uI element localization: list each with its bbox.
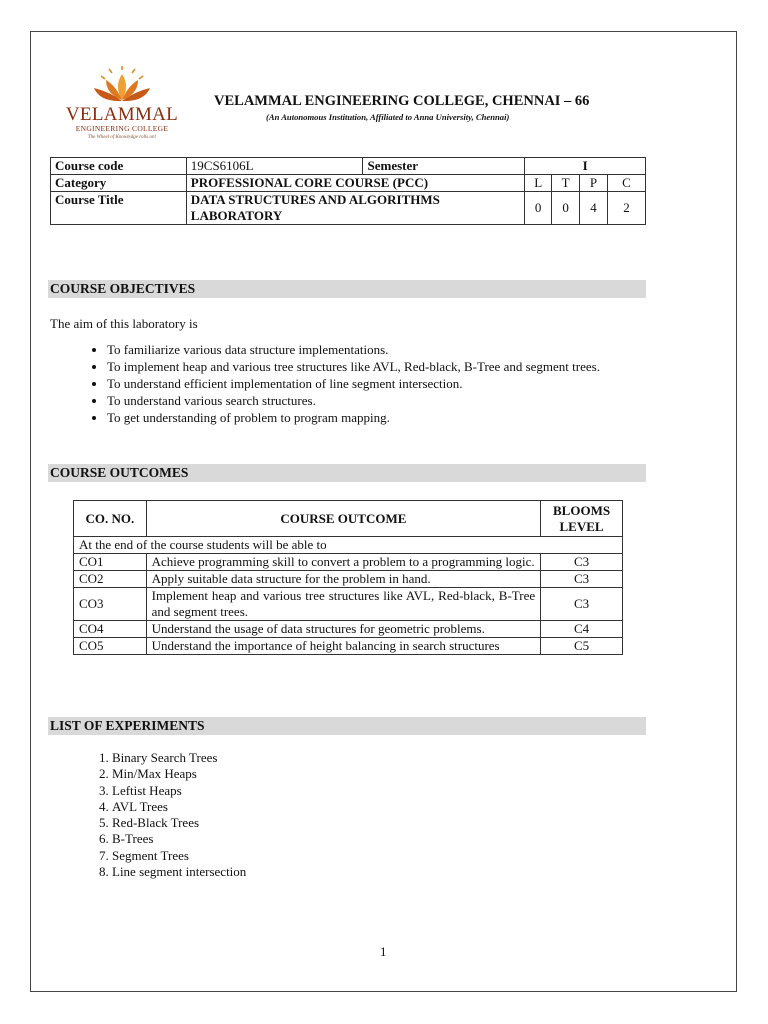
co-text: Implement heap and various tree structures like AVL, Red-black, B-Tree and segment trees. bbox=[146, 588, 541, 621]
list-item: 6. B-Trees bbox=[112, 831, 246, 847]
course-title-line2: LABORATORY bbox=[190, 208, 283, 223]
ltpc-header-t: T bbox=[552, 175, 580, 192]
list-item: 8. Line segment intersection bbox=[112, 864, 246, 880]
list-item: 3. Leftist Heaps bbox=[112, 783, 246, 799]
objective-item: • To familiarize various data structure implementations. bbox=[107, 341, 647, 358]
co-code: CO3 bbox=[74, 588, 147, 621]
course-code-value: 19CS6106L bbox=[186, 158, 363, 175]
col-header-co-no: CO. NO. bbox=[74, 501, 147, 537]
ltpc-header-c: C bbox=[608, 175, 646, 192]
course-title-value bbox=[186, 192, 524, 225]
objective-item: • To get understanding of problem to program mapping. bbox=[107, 409, 647, 426]
objective-item: • To understand efficient implementation of line segment intersection. bbox=[107, 375, 647, 392]
table-row bbox=[74, 554, 623, 571]
objectives-intro: The aim of this laboratory is bbox=[50, 316, 198, 331]
list-item: 1. Binary Search Trees bbox=[112, 750, 246, 766]
course-code-label: Course code bbox=[51, 158, 187, 175]
category-value: PROFESSIONAL CORE COURSE (PCC) bbox=[186, 175, 524, 192]
outcomes-table bbox=[73, 500, 623, 655]
college-logo bbox=[62, 66, 182, 150]
col-header-blooms bbox=[541, 501, 623, 537]
course-info-table bbox=[50, 157, 646, 225]
col-header-outcome: COURSE OUTCOME bbox=[146, 501, 541, 537]
list-item: 4. AVL Trees bbox=[112, 799, 246, 815]
co-text: Apply suitable data structure for the problem in hand. bbox=[146, 571, 541, 588]
ltpc-header-p: P bbox=[580, 175, 608, 192]
category-label: Category bbox=[51, 175, 187, 192]
course-title-line1: DATA STRUCTURES AND ALGORITHMS bbox=[190, 192, 440, 207]
co-level: C5 bbox=[541, 638, 623, 655]
table-row bbox=[74, 621, 623, 638]
co-text: Understand the importance of height balancing in search structures bbox=[146, 638, 541, 655]
ltpc-header-l: L bbox=[525, 175, 552, 192]
objectives-list bbox=[86, 341, 647, 426]
co-code: CO1 bbox=[74, 554, 147, 571]
co-code: CO4 bbox=[74, 621, 147, 638]
outcomes-header-row bbox=[74, 501, 623, 537]
semester-value: I bbox=[525, 158, 646, 175]
ltpc-value-l: 0 bbox=[525, 192, 552, 225]
co-text: Understand the usage of data structures for geometric problems. bbox=[146, 621, 541, 638]
logo-subtext: ENGINEERING COLLEGE bbox=[75, 124, 169, 133]
category-row bbox=[51, 175, 646, 192]
semester-label: Semester bbox=[363, 158, 525, 175]
outcomes-intro-row bbox=[74, 537, 623, 554]
outcomes-heading: COURSE OUTCOMES bbox=[48, 464, 646, 482]
course-title-label: Course Title bbox=[51, 192, 187, 225]
college-name: VELAMMAL ENGINEERING COLLEGE, CHENNAI – 66 bbox=[214, 93, 590, 109]
co-level: C4 bbox=[541, 621, 623, 638]
co-level: C3 bbox=[541, 571, 623, 588]
objectives-heading: COURSE OBJECTIVES bbox=[48, 280, 646, 298]
experiments-list bbox=[92, 750, 246, 880]
page-number: 1 bbox=[380, 944, 387, 959]
lotus-icon bbox=[62, 66, 182, 106]
table-row bbox=[74, 638, 623, 655]
co-text: Achieve programming skill to convert a problem to a programming logic. bbox=[146, 554, 541, 571]
course-code-row bbox=[51, 158, 646, 175]
logo-tagline: The Wheel of Knowledge rolls on! bbox=[87, 135, 157, 140]
table-row bbox=[74, 588, 623, 621]
list-item: 7. Segment Trees bbox=[112, 848, 246, 864]
ltpc-value-p: 4 bbox=[580, 192, 608, 225]
blooms-line2: LEVEL bbox=[559, 518, 604, 534]
ltpc-value-t: 0 bbox=[552, 192, 580, 225]
objective-item: • To implement heap and various tree structures like AVL, Red-black, B-Tree and segment trees. bbox=[107, 358, 647, 375]
co-code: CO5 bbox=[74, 638, 147, 655]
objective-item: • To understand various search structures. bbox=[107, 392, 647, 409]
table-row bbox=[74, 571, 623, 588]
list-item: 5. Red-Black Trees bbox=[112, 815, 246, 831]
co-code: CO2 bbox=[74, 571, 147, 588]
outcomes-intro: At the end of the course students will be able to bbox=[74, 537, 623, 554]
list-item: 2. Min/Max Heaps bbox=[112, 766, 246, 782]
co-level: C3 bbox=[541, 554, 623, 571]
course-title-row bbox=[51, 192, 646, 225]
college-affiliation: (An Autonomous Institution, Affiliated to Anna University, Chennai) bbox=[266, 112, 510, 122]
logo-wordmark: VELAMMAL bbox=[65, 104, 179, 125]
ltpc-value-c: 2 bbox=[608, 192, 646, 225]
co-level: C3 bbox=[541, 588, 623, 621]
experiments-heading: LIST OF EXPERIMENTS bbox=[48, 717, 646, 735]
blooms-line1: BLOOMS bbox=[553, 502, 611, 518]
